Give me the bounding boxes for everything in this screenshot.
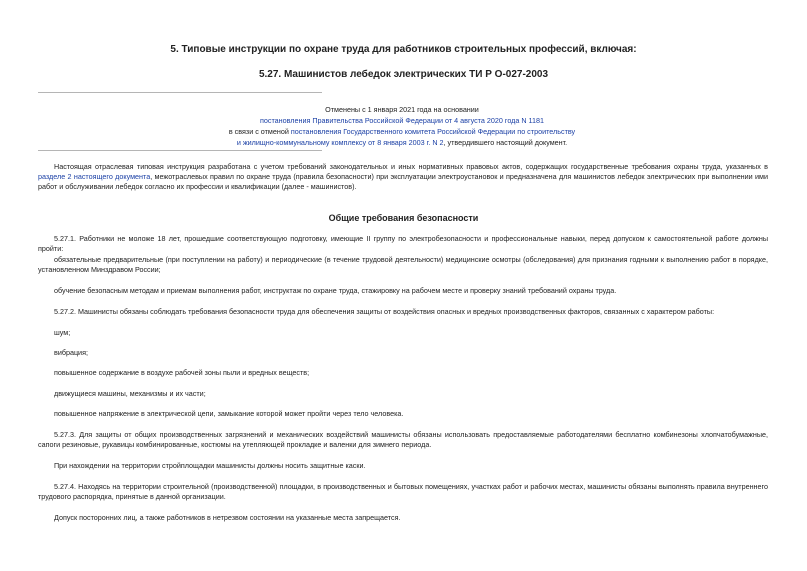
list-item-dust: повышенное содержание в воздухе рабочей зоны пыли и вредных веществ;	[54, 368, 310, 377]
intro-block	[38, 162, 768, 202]
paragraph-helmets: При нахождении на территории стройплощадки машинисты должны носить защитные каски.	[54, 461, 366, 470]
paragraph-5-27-1: 5.27.1. Работники не моложе 18 лет, прошедшие соответствующую подготовку, имеющие II группу по электробезопасности и профессиональные навыки, перед допуском к самостоятельной работе должны пройти:	[38, 234, 768, 253]
notice-link-decree-1181[interactable]: постановления Правительства Российской Федерации от 4 августа 2020 года N 1181	[259, 116, 545, 125]
notice-line-1: Отменены с 1 января 2021 года на основании	[325, 105, 479, 114]
list-item-noise: шум;	[54, 328, 71, 337]
document-subtitle: 5.27. Машинистов лебедок электрических ТИ Р О-027-2003	[258, 69, 549, 80]
paragraph-training: обучение безопасным методам и приемам выполнения работ, инструктаж по охране труда, стажировку на рабочем месте и проверку знаний требований охраны труда.	[54, 286, 617, 295]
notice-link-gosstroy[interactable]: постановления Государственного комитета Российской Федерации по строительству	[290, 127, 576, 136]
paragraph-access: Допуск посторонних лиц, а также работников в нетрезвом состоянии на указанные места запрещается.	[54, 513, 401, 522]
section-title: Общие требования безопасности	[328, 213, 479, 223]
section-body	[38, 234, 768, 534]
paragraph-5-27-3: 5.27.3. Для защиты от общих производственных загрязнений и механических воздействий машинисты обязаны использовать предоставляемые работодателями бесплатно комбинезоны хлопчатобумажные, сапоги резиновые, рукавицы комбинированные, костюмы на утепляющей прокладке и валенки для зимнего периода.	[38, 430, 768, 449]
document-title: 5. Типовые инструкции по охране труда для работников строительных профессий, включая:	[170, 44, 637, 55]
paragraph-5-27-4: 5.27.4. Находясь на территории строительной (производственной) площадки, в производственных и бытовых помещениях, участках работ и рабочих местах, машинисты обязаны выполнять правила внутреннего трудового распорядка, принятые в данной организации.	[38, 482, 768, 501]
divider-bottom	[38, 150, 322, 151]
notice-line-4-suffix: , утвердившего настоящий документ.	[443, 138, 568, 147]
list-item-voltage: повышенное напряжение в электрической цепи, замыкание которой может пройти через тело человека.	[54, 409, 404, 418]
list-item-machines: движущиеся машины, механизмы и их части;	[54, 389, 206, 398]
intro-part-2: , межотраслевых правил по охране труда (правила безопасности) при эксплуатации электроустановок и предназначена для машинистов лебедок электрических при выполнении ими работ и обслуживании лебедок согласно их профессии и квалификации (далее - машинистов).	[38, 172, 768, 191]
cancellation-notice	[120, 104, 684, 148]
notice-line-3-prefix: в связи с отменой	[228, 127, 291, 136]
notice-link-gosstroy-2[interactable]: и жилищно-коммунальному комплексу от 8 января 2003 г. N 2	[236, 138, 444, 147]
intro-link-section-2[interactable]: разделе 2 настоящего документа	[38, 172, 151, 181]
paragraph-medical: обязательные предварительные (при поступлении на работу) и периодические (в течение трудовой деятельности) медицинские осмотры (обследования) для признания годными к выполнению работ в порядке, установленном Минздравом России;	[38, 255, 768, 274]
paragraph-5-27-2: 5.27.2. Машинисты обязаны соблюдать требования безопасности труда для обеспечения защиты от воздействия опасных и вредных производственных факторов, связанных с характером работы:	[54, 307, 715, 316]
intro-part-1: Настоящая отраслевая типовая инструкция разработана с учетом требований законодательных и иных нормативных правовых актов, содержащих государственные требования охраны труда, указанных в	[54, 162, 768, 171]
divider-top	[38, 92, 322, 93]
intro-paragraph	[38, 162, 768, 192]
list-item-vibration: вибрация;	[54, 348, 88, 357]
